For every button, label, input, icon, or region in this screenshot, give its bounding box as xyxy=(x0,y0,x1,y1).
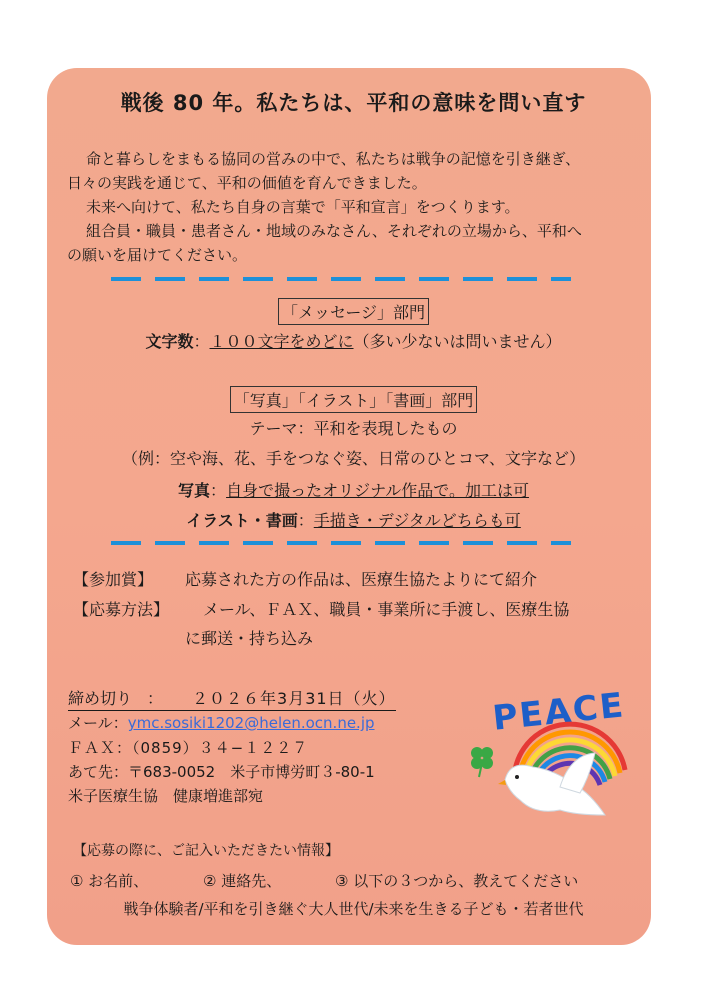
intro-line-2: 日々の実践を通じて、平和の価値を育んできました。 xyxy=(67,174,427,192)
illust-label: イラスト・書画 xyxy=(186,511,298,530)
illust-value: 手描き・デジタルどちらも可 xyxy=(313,511,521,530)
peace-text: PEACE xyxy=(490,685,627,739)
divider-bottom xyxy=(111,541,571,545)
peace-illustration xyxy=(465,675,645,835)
message-section-heading-row xyxy=(0,298,707,325)
method-line-1: メール、ＦＡＸ、職員・事業所に手渡し、医療生協 xyxy=(203,600,570,619)
award-text: 応募された方の作品は、医療生協たよりにて紹介 xyxy=(185,570,538,589)
intro-line-3: 未来へ向けて、私たち自身の言葉で「平和宣言」をつくります。 xyxy=(86,198,520,216)
mail-label: メール： xyxy=(68,714,128,732)
org-line: 米子医療生協 健康増進部宛 xyxy=(68,787,264,805)
address-line: あて先：〒683-0052 米子市博労町３-80-1 xyxy=(68,763,375,781)
photo-label: 写真 xyxy=(178,481,211,500)
deadline-row: 締め切り ： ２０２６年3月31日（火） xyxy=(68,686,396,711)
info-item-3: ③ 以下の３つから、教えてください xyxy=(335,872,579,890)
intro-line-5: の願いを届けてください。 xyxy=(67,246,248,264)
info-item-1: ① お名前、 xyxy=(70,872,149,890)
clover-icon xyxy=(471,747,493,777)
examples-line: （例：空や海、花、手をつなぐ姿、日常のひとコマ、文字など） xyxy=(121,449,586,468)
photo-section-heading: 「写真」「イラスト」「書画」部門 xyxy=(230,386,478,413)
page-title: 戦後 80 年。私たちは、平和の意味を問い直す xyxy=(120,91,587,115)
mail-row xyxy=(68,712,375,733)
count-value: １００文字をめどに xyxy=(209,332,354,351)
photo-value: 自身で撮ったオリジナル作品で。加工は可 xyxy=(226,481,529,500)
illust-row: イラスト・書画：手描き・デジタルどちらも可 xyxy=(186,511,521,530)
count-note: （多い少ないは問いません） xyxy=(353,332,562,351)
message-count-row: 文字数：１００文字をめどに（多い少ないは問いません） xyxy=(145,332,562,351)
method-line-2: に郵送・持ち込み xyxy=(185,629,314,648)
method-label: 【応募方法】 xyxy=(73,600,170,619)
deadline-label: 締め切り xyxy=(68,689,133,708)
info-heading: 【応募の際に、ご記入いただきたい情報】 xyxy=(73,843,339,859)
photo-section-heading-row xyxy=(0,386,707,413)
intro-line-4: 組合員・職員・患者さん・地域のみなさん、それぞれの立場から、平和へ xyxy=(86,222,582,240)
award-label: 【参加賞】 xyxy=(73,570,154,589)
mail-link[interactable]: ymc.sosiki1202@helen.ocn.ne.jp xyxy=(127,714,375,732)
intro-line-1: 命と暮らしをまもる協同の営みの中で、私たちは戦争の記憶を引き継ぎ、 xyxy=(86,150,581,168)
divider-top xyxy=(111,277,571,281)
info-choices: 戦争体験者/平和を引き継ぐ大人世代/未来を生きる子ども・若者世代 xyxy=(123,900,584,918)
photo-row: 写真：自身で撮ったオリジナル作品で。加工は可 xyxy=(178,481,529,500)
message-section-heading: 「メッセージ」部門 xyxy=(278,298,429,325)
info-item-2: ② 連絡先、 xyxy=(203,872,282,890)
deadline-date: ２０２６年3月31日（火） xyxy=(192,689,396,708)
fax-line: ＦＡＸ：（0859）３４−１２２７ xyxy=(68,739,309,757)
count-label: 文字数 xyxy=(145,332,194,351)
theme-line: テーマ：平和を表現したもの xyxy=(249,419,458,438)
